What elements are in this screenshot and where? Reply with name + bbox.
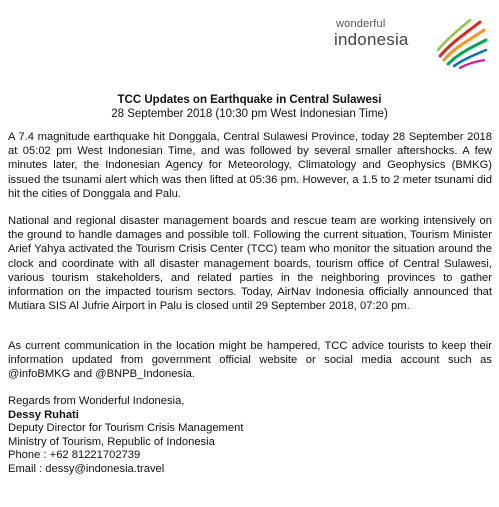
logo-text-indonesia: indonesia [334,30,409,49]
document-date: 28 September 2018 (10:30 pm West Indonesian Time) [111,108,388,120]
signatory-email: Email : dessy@indonesia.travel [8,462,165,475]
regards-line: Regards from Wonderful Indonesia, [8,395,185,407]
paragraph-advice: As current communication in the location might be hampered, TCC advice tourists to keep their information updated from government official website or social media account such as @infoBMKG and @BNPB_Indonesia. [8,340,492,381]
signatory-position: Deputy Director for Tourism Crisis Management [8,422,244,435]
signature-block [8,395,492,477]
paragraph-response: National and regional disaster management boards and rescue team are working intensively on the ground to handle damages and possible toll. Following the current situation, Tourism Minister Arief Yahya activated the Tourism Crisis Center (TCC) team who monitor the situation around the clock and coordinate with all disaster management boards, tourism office of Central Sulawesi, various tourism stakeholders, and related parties in the neighboring provinces to gather information on the impacted tourism sectors. Today, AirNav Indonesia officially announced that Mutiara SIS Al Jufrie Airport in Palu is closed until 29 September 2018, 07:20 pm. [8,215,492,313]
signatory-ministry: Ministry of Tourism, Republic of Indonesia [8,435,215,448]
signatory-phone: Phone : +62 81221702739 [8,449,141,462]
signatory-name: Dessy Ruhati [8,408,79,421]
paragraph-earthquake: A 7.4 magnitude earthquake hit Donggala, Central Sulawesi Province, today 28 September 2018 at 05:02 pm West Indonesian Time, and was followed by several smaller aftershocks. A few minutes later, the Indonesian Agency for Meteorology, Climatology and Geophysics (BMKG) issued the tsunami alert which was then lifted at 05:36 pm. However, a 1.5 to 2 meter tsunami did hit the cities of Donggala and Palu. [8,131,492,200]
wonderful-indonesia-logo [330,14,495,74]
document-header [0,93,499,121]
document-title: TCC Updates on Earthquake in Central Sulawesi [117,94,382,106]
logo-text-wonderful: wonderful [336,18,386,30]
garuda-logo-icon [430,14,490,74]
